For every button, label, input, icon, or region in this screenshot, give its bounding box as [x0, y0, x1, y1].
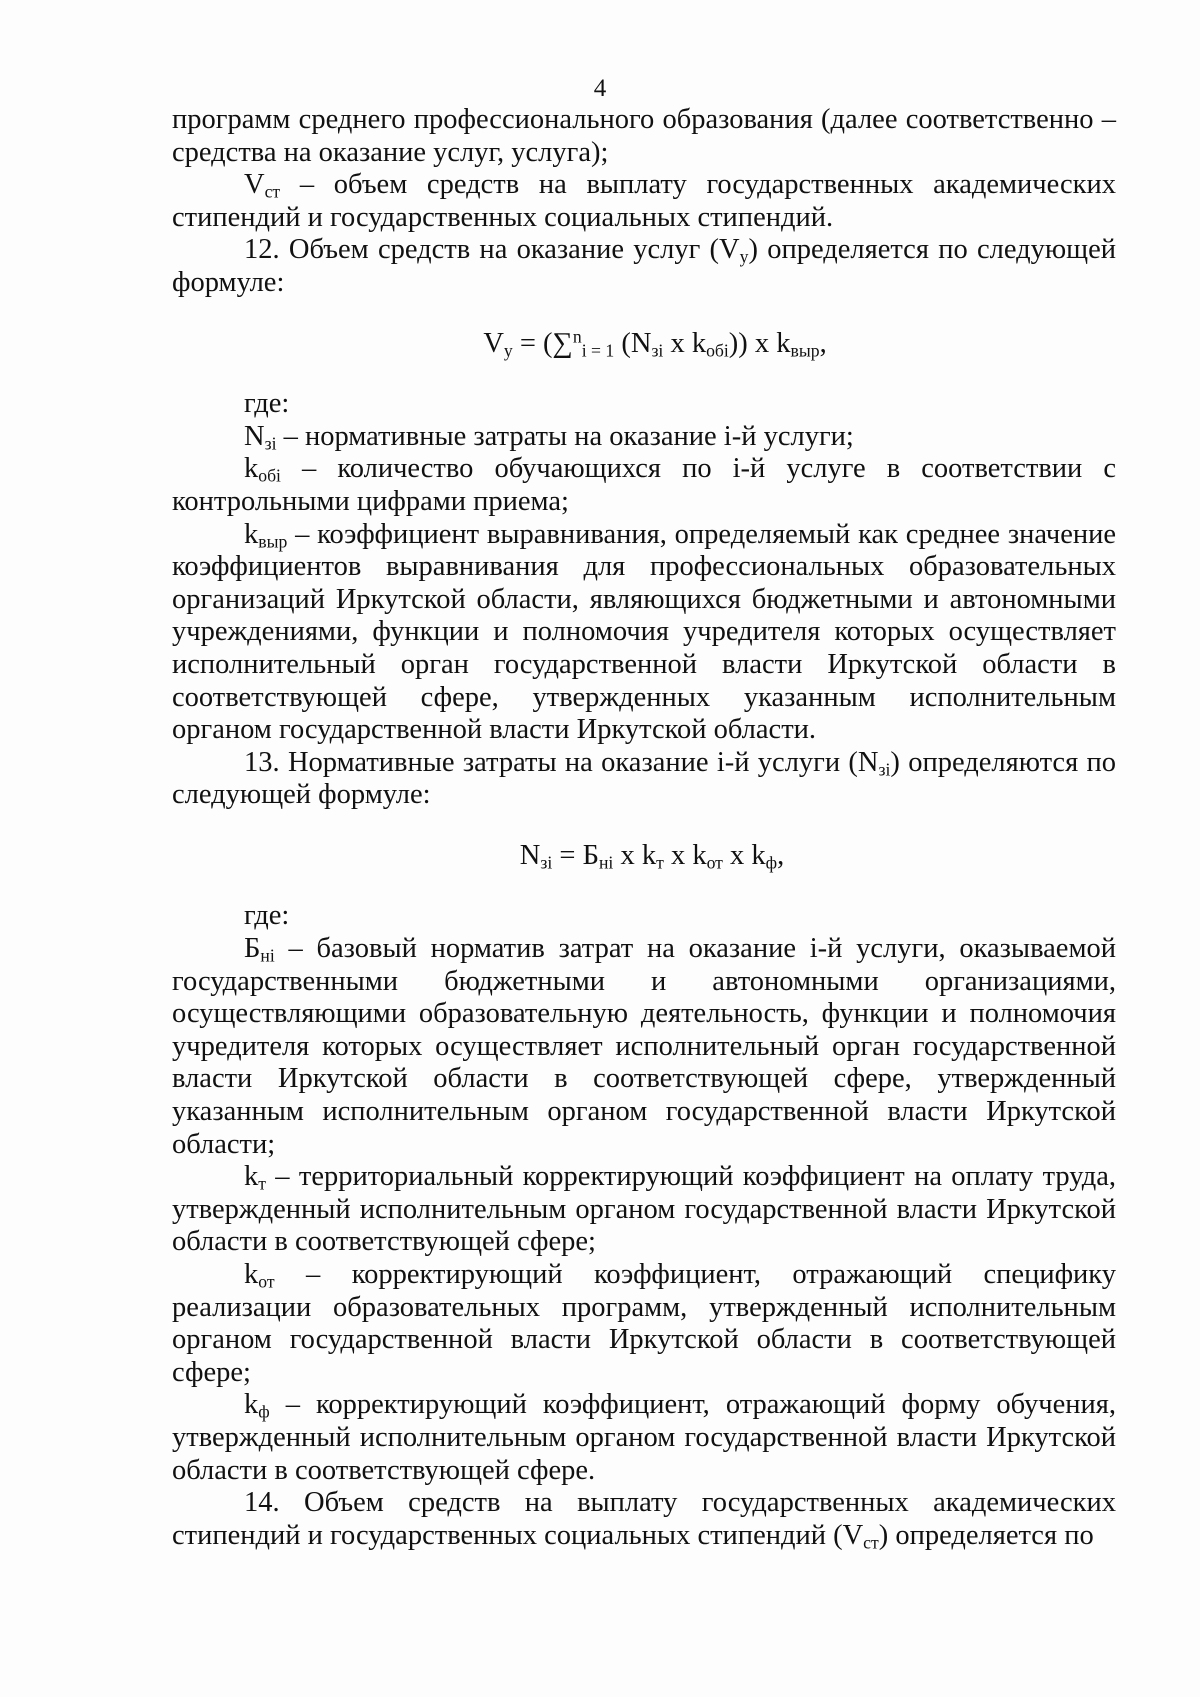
formula-normative-costs: [172, 840, 1116, 873]
formula-term: ,: [819, 327, 827, 359]
paragraph-text: 14. Объем средств на выплату государственных академических стипендий и государственных социальных стипендий (V: [172, 1487, 1116, 1551]
formula-term: )) x k: [728, 327, 791, 359]
paragraph-text: ) определяется по: [878, 1519, 1094, 1551]
symbol-subscript: ст: [863, 1532, 879, 1553]
formula-term: x k: [613, 839, 657, 871]
definition-k-vyr: [172, 519, 1116, 747]
paragraph-text: ) определяется по следующей формуле:: [172, 234, 1116, 298]
formula-term: = Б: [552, 839, 599, 871]
formula-term: (N: [614, 327, 652, 359]
symbol: k: [244, 518, 259, 550]
paragraph-text: программ среднего профессионального образования (далее соответственно – средства на оказание услуг, услуга);: [172, 104, 1116, 168]
formula-superscript: n: [572, 325, 582, 346]
paragraph-text: – корректирующий коэффициент, отражающий специфику реализации образовательных программ, утвержденный исполнительным органом государственной власти Иркутской области в соответствующей сфере;: [172, 1259, 1116, 1388]
document-body: [172, 104, 1116, 1552]
definition-k-t: [172, 1161, 1116, 1259]
formula-term: N: [519, 839, 541, 871]
symbol-subscript: ст: [264, 181, 281, 202]
formula-term: = (∑: [512, 327, 573, 359]
formula-subscript: i = 1: [581, 339, 615, 360]
symbol: N: [244, 420, 265, 452]
formula-volume-services: [172, 325, 1116, 361]
formula-term: ,: [777, 839, 785, 871]
formula-subscript: выр: [790, 339, 820, 360]
symbol-subscript: от: [258, 1271, 275, 1292]
formula-term: V: [483, 327, 504, 359]
definition-k-obi: [172, 453, 1116, 518]
paragraph-text: 12. Объем средств на оказание услуг (V: [244, 234, 740, 266]
formula-subscript: ф: [765, 852, 778, 873]
symbol: Б: [244, 933, 261, 965]
paragraph-14: [172, 1487, 1116, 1552]
paragraph-text: ) определяются по следующей формуле:: [172, 746, 1116, 811]
paragraph-text: – коэффициент выравнивания, определяемый как среднее значение коэффициентов выравнивания для профессиональных образовательных организаций Иркутской области, являющихся бюджетными и автономными учреждениями, функции и полномочия учредителя которых осуществляет исполнительный орган государственной власти Иркутской области в соответствующей сфере, утвержденных указанным исполнительным органом государственной власти Иркутской области.: [172, 518, 1116, 746]
symbol-subscript: выр: [258, 530, 288, 551]
paragraph-13: [172, 747, 1116, 812]
paragraph-text: 13. Нормативные затраты на оказание i-й услуги (N: [244, 746, 879, 778]
symbol: k: [244, 1259, 259, 1290]
formula-subscript: зi: [651, 339, 664, 360]
definition-k-ot: [172, 1259, 1116, 1389]
where-label: где:: [244, 388, 290, 420]
formula-term: x k: [722, 839, 766, 871]
symbol-subscript: т: [258, 1173, 266, 1194]
symbol-subscript: обi: [258, 465, 281, 486]
formula-subscript: у: [503, 339, 513, 360]
symbol-subscript: зi: [878, 759, 891, 780]
formula-subscript: обi: [706, 339, 729, 360]
paragraph-12: [172, 234, 1116, 299]
symbol-subscript: ф: [258, 1401, 270, 1422]
formula-subscript: нi: [598, 852, 614, 873]
symbol-subscript: у: [739, 246, 749, 267]
paragraph-text: – количество обучающихся по i-й услуге в соответствии с контрольными цифрами приема;: [172, 453, 1116, 517]
symbol: k: [244, 453, 259, 485]
where-label: где:: [244, 900, 290, 932]
paragraph-text: – территориальный корректирующий коэффициент на оплату труда, утвержденный исполнительным органом государственной власти Иркутской области в соответствующей сфере;: [172, 1161, 1116, 1258]
paragraph-v-st-definition: [172, 169, 1116, 234]
paragraph-text: – базовый норматив затрат на оказание i-й услуги, оказываемой государственными бюджетными и автономными организациями, осуществляющими образовательную деятельность, функции и полномочия учредителя которых осуществляет исполнительный орган государственной власти Иркутской области в соответствующей сфере, утвержденный указанным исполнительным органом государственной власти Иркутской области;: [172, 933, 1116, 1160]
definition-n-zi: [172, 421, 1116, 454]
page-number: 4: [593, 75, 607, 102]
paragraph-text: – корректирующий коэффициент, отражающий форму обучения, утвержденный исполнительным органом государственной власти Иркутской области в соответствующей сфере.: [172, 1389, 1116, 1486]
paragraph-text: – объем средств на выплату государственных академических стипендий и государственных социальных стипендий.: [172, 169, 1116, 233]
definition-k-f: [172, 1389, 1116, 1487]
symbol: V: [244, 169, 265, 201]
formula-term: x k: [663, 327, 707, 359]
formula-subscript: от: [706, 852, 723, 873]
definition-b-ni: [172, 933, 1116, 1161]
symbol: k: [244, 1389, 259, 1421]
symbol: k: [244, 1161, 259, 1193]
paragraph-continuation: [172, 104, 1116, 169]
symbol-subscript: нi: [260, 945, 275, 966]
symbol-subscript: зi: [264, 433, 277, 454]
formula-term: x k: [663, 839, 707, 871]
paragraph-text: – нормативные затраты на оказание i-й услуги;: [276, 420, 854, 452]
formula-subscript: зi: [540, 852, 553, 873]
formula-subscript: т: [656, 852, 664, 873]
